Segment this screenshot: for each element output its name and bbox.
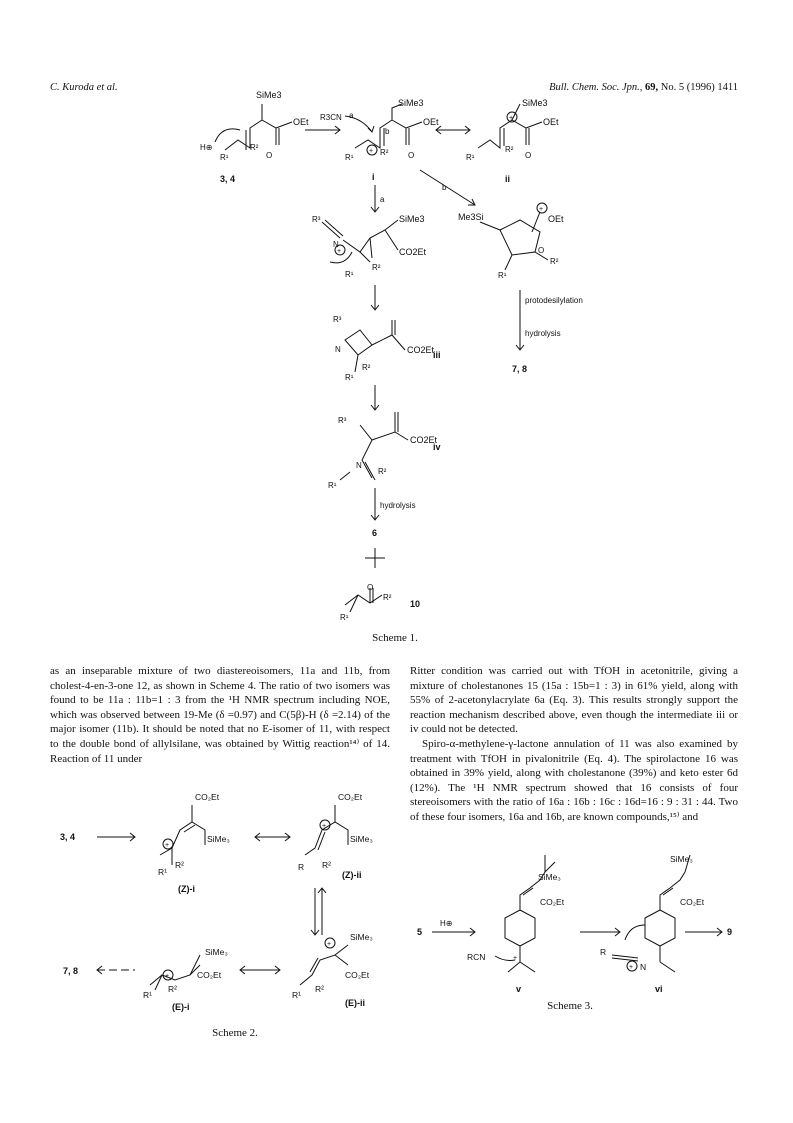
product-7-8-label: 7, 8 (512, 364, 528, 374)
r2-label-5: R² (362, 363, 371, 372)
s2-co2et-1: CO₂Et (195, 792, 220, 802)
me3si-label: Me3Si (458, 212, 484, 222)
s3-r-label: R (600, 947, 607, 957)
s2-r2-1: R² (175, 860, 184, 870)
h-plus-label: H⊕ (200, 143, 213, 152)
oet-label-1: OEt (293, 117, 309, 127)
scheme2-e-i-label: (E)-i (172, 1002, 190, 1012)
s3-sime3-1: SiMe₃ (538, 872, 561, 882)
intermediate-ii-label: ii (505, 174, 511, 184)
s2-r-2: R (298, 862, 305, 872)
s3-h-plus: H⊕ (440, 919, 453, 928)
r1-label-1: R¹ (220, 153, 229, 162)
s2-r2-3: R² (168, 984, 177, 994)
hydrolysis-right-label: hydrolysis (525, 329, 561, 338)
nitrilium-n-label: N (333, 240, 339, 249)
scheme-1-caption: Scheme 1. (372, 632, 418, 644)
s3-plus-1: + (513, 955, 518, 962)
co2et-label-3: CO2Et (410, 435, 438, 445)
product-6-label: 6 (372, 528, 378, 538)
s2-r2-4: R² (315, 984, 324, 994)
running-header-authors: C. Kuroda et al. (50, 82, 118, 93)
o-label-2: O (408, 151, 415, 160)
cation-plus-4: + (539, 206, 544, 213)
scheme2-product-label: 7, 8 (63, 966, 79, 976)
ring-n-label: N (335, 345, 341, 354)
left-paragraph: as an inseparable mixture of two diastereoisomers, 11a and 11b, from cholest-4-en-3-one 12, as shown in Scheme 4. The ratio of two isomers was found to be 11a : 11b=1 : 3 from the ¹H NMR spectrum including NOE, which was observed between 19-Me (δ =0.97) and C(5β)-H (δ =2.14) of the major isomer (11b). It should be noted that no E-isomer of 11, with respect to the double bond of allylsilane, was obtained by Wittig reaction¹⁴⁾ of 14. Reaction of 11 under (50, 665, 390, 765)
r2-label-3: R² (505, 145, 514, 154)
s2-plus-1: + (165, 842, 170, 849)
cation-plus-2: + (509, 115, 514, 122)
intermediate-i-label: i (372, 172, 375, 182)
arrow-b-label-2: b (442, 183, 447, 192)
s3-sime3-2: SiMe₃ (670, 854, 693, 864)
r1-label-3: R¹ (466, 153, 475, 162)
s2-sime3-1: SiMe₃ (207, 834, 230, 844)
co2et-label-2: CO2Et (407, 345, 435, 355)
ring-o-label: O (538, 246, 545, 255)
arrow-a-label-2: a (380, 195, 385, 204)
right-column (410, 664, 738, 825)
r1-label-5: R¹ (345, 373, 354, 382)
scheme-3-caption: Scheme 3. (547, 1000, 593, 1012)
r2-label-6: R² (378, 467, 387, 476)
journal-name: Bull. Chem. Soc. Jpn., (549, 82, 643, 93)
scheme2-start-label: 3, 4 (60, 832, 76, 842)
scheme3-vi-label: vi (655, 984, 663, 994)
s2-plus-3: + (165, 973, 170, 980)
r1-label-2: R¹ (345, 153, 354, 162)
s2-co2et-3: CO₂Et (197, 970, 222, 980)
protodesilylation-label: protodesilylation (525, 296, 583, 305)
cation-plus-3: + (337, 248, 342, 255)
r1-label-4: R¹ (345, 270, 354, 279)
r3-label-1: R³ (312, 215, 321, 224)
s2-r1-1: R¹ (158, 867, 167, 877)
s2-sime3-2: SiMe₃ (350, 834, 373, 844)
scheme-2-caption: Scheme 2. (212, 1027, 258, 1039)
r2-label-2: R² (380, 148, 389, 157)
scheme3-rcn-label: RCN (467, 952, 486, 962)
s2-sime3-4: SiMe₃ (350, 932, 373, 942)
r1-label-7: R¹ (498, 271, 507, 280)
s3-co2et-1: CO₂Et (540, 897, 565, 907)
hydrolysis-left-label: hydrolysis (380, 501, 416, 510)
r1-label-10: R¹ (340, 613, 349, 622)
arrow-b-label-1: b (385, 127, 390, 136)
arrow-a-label-1: a (349, 111, 354, 120)
s3-co2et-2: CO₂Et (680, 897, 705, 907)
r2-label-10: R² (383, 593, 392, 602)
sime3-label-2: SiMe3 (398, 98, 424, 108)
s2-sime3-3: SiMe₃ (205, 947, 228, 957)
s2-r2-2: R² (322, 860, 331, 870)
right-paragraph-2: Spiro-α-methylene-γ-lactone annulation of 11 was also examined by treatment with TfOH in pivalonitrile (Eq. 4). The spirolactone 16 was obtained in 39% yield, along with cholestanone (39%) and keto ester 6d (12%). The ¹H NMR spectrum showed that 16 consists of four stereoisomers with the ratio of 16a : 16b : 16c : 16d=16 : 9 : 31 : 44. Two of these four isomers, 16a and 16b, are known compounds,¹⁵⁾ and (410, 737, 738, 823)
scheme2-e-ii-label: (E)-ii (345, 998, 365, 1008)
compound-3-4-label: 3, 4 (220, 174, 236, 184)
s2-r1-4: R¹ (292, 990, 301, 1000)
oet-label-4: OEt (548, 214, 564, 224)
scheme3-v-label: v (516, 984, 522, 994)
page-number: 1411 (717, 82, 738, 93)
intermediate-iv-label: iv (433, 442, 441, 452)
imine-n-label: N (356, 461, 362, 470)
s2-co2et-2: CO₂Et (338, 792, 363, 802)
r1-label-6: R¹ (328, 481, 337, 490)
left-column (50, 664, 390, 766)
sime3-label-4: SiMe3 (399, 214, 425, 224)
right-paragraph-1: Ritter condition was carried out with TfOH in acetonitrile, giving a mixture of cholestanones 15 (15a : 15b=1 : 3) in 61% yield, along with 55% of 2-acetonylacrylate 6a (Eq. 3). This results strongly support the reaction mechanism described above, even though the intermediate iii or iv could not be detected. (410, 665, 738, 736)
r3-label-3: R³ (338, 416, 347, 425)
oet-label-3: OEt (543, 117, 559, 127)
r2-label-4: R² (372, 263, 381, 272)
scheme2-z-i-label: (Z)-i (178, 884, 195, 894)
o-label-10: O (367, 583, 374, 592)
scheme3-product-label: 9 (727, 927, 733, 937)
journal-issue: No. 5 (1996) (660, 82, 715, 93)
r2-label-7: R² (550, 257, 559, 266)
s2-co2et-4: CO₂Et (345, 970, 370, 980)
product-10-label: 10 (410, 599, 421, 609)
journal-volume: 69, (645, 82, 659, 93)
o-label-3: O (525, 151, 532, 160)
sime3-label-1: SiMe3 (256, 90, 282, 100)
co2et-label-1: CO2Et (399, 247, 427, 257)
r2-label-1: R² (250, 143, 259, 152)
o-label-1: O (266, 151, 273, 160)
s2-plus-4: + (327, 941, 332, 948)
s2-r1-3: R¹ (143, 990, 152, 1000)
scheme3-start-label: 5 (417, 927, 423, 937)
sime3-label-3: SiMe3 (522, 98, 548, 108)
r3cn-label: R3CN (320, 113, 342, 122)
r3-label-2: R³ (333, 315, 342, 324)
scheme2-z-ii-label: (Z)-ii (342, 870, 362, 880)
cation-plus-1: + (369, 148, 374, 155)
s2-plus-2: + (322, 823, 327, 830)
intermediate-iii-label: iii (433, 350, 441, 360)
oet-label-2: OEt (423, 117, 439, 127)
s3-plus-2: + (629, 964, 634, 971)
s3-n-label: N (640, 962, 647, 972)
